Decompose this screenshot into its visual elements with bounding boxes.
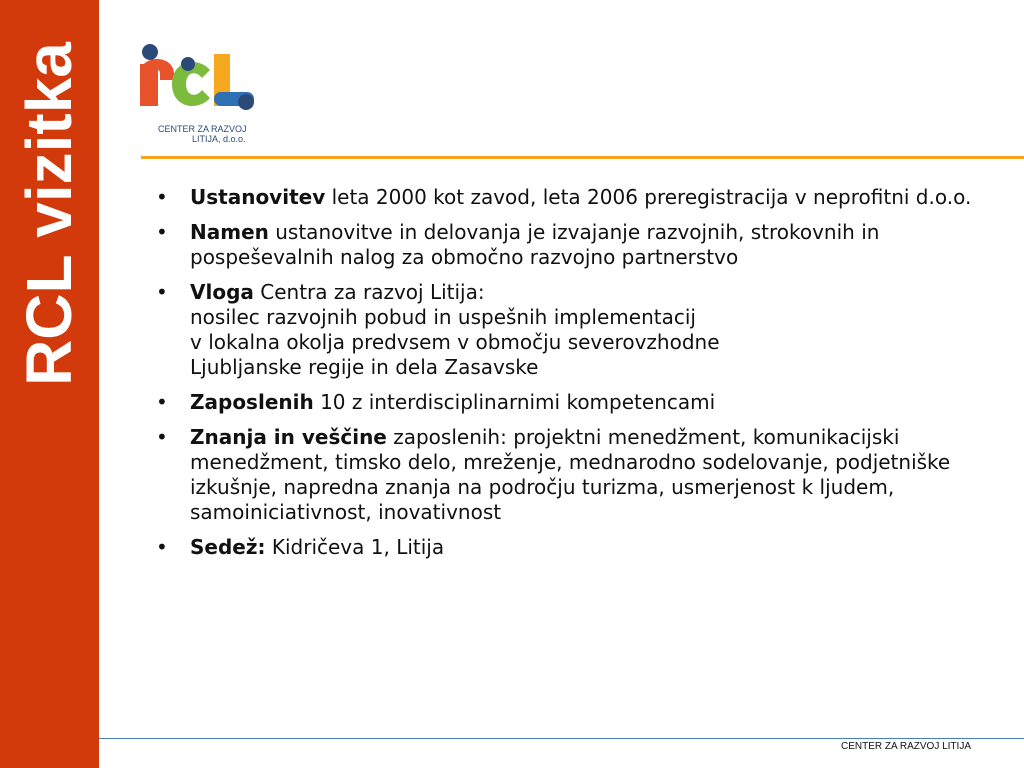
bullet-vloga <box>150 280 980 380</box>
bullet-extra-line: v lokalna okolja predvsem v območju severovzhodne Ljubljanske regije in dela Zasavske <box>190 330 720 379</box>
bullet-text: 10 z interdisciplinarnimi kompetencami <box>313 390 716 414</box>
bullet-text: zaposlenih: projektni menedžment, komunikacijski menedžment, timsko delo, mreženje, mednarodno sodelovanje, podjetniške izkušnje, napredna znanja na področju turizma, usmerjenost k ljudem, samoiniciativnost, inovativnost <box>190 425 951 524</box>
header-divider <box>141 156 1024 159</box>
bullet-text: Centra za razvoj Litija: <box>253 280 485 304</box>
bullet-dot: • <box>156 390 168 414</box>
bullet-dot: • <box>156 220 168 244</box>
bullet-text: ustanovitve in delovanja je izvajanje razvojnih, strokovnih in pospeševalnih nalog za območno razvojno partnerstvo <box>190 220 880 269</box>
logo-caption <box>158 124 247 144</box>
bullet-sedez <box>150 535 980 560</box>
bullet-zaposlenih <box>150 390 980 415</box>
bullet-dot: • <box>156 535 168 559</box>
bullet-list <box>150 185 980 570</box>
bullet-text: leta 2000 kot zavod, leta 2006 preregistracija v neprofitni d.o.o. <box>325 185 972 209</box>
bullet-text: Kidričeva 1, Litija <box>265 535 445 559</box>
bullet-extra-line: nosilec razvojnih pobud in uspešnih implementacij <box>190 305 696 329</box>
footer-divider <box>99 738 1024 739</box>
logo-caption-line2: LITIJA, d.o.o. <box>192 134 246 144</box>
bullet-ustanovitev <box>150 185 980 210</box>
bullet-dot: • <box>156 425 168 449</box>
bullet-znanja <box>150 425 980 525</box>
bullet-lead: Namen <box>190 220 269 244</box>
slide-title: RCL vizitka <box>13 42 85 386</box>
bullet-dot: • <box>156 280 168 304</box>
bullet-lead: Zaposlenih <box>190 390 314 414</box>
bullet-lead: Ustanovitev <box>190 185 326 209</box>
bullet-namen <box>150 220 980 270</box>
bullet-lead: Znanja in veščine <box>190 425 387 449</box>
footer-text: CENTER ZA RAZVOJ LITIJA <box>840 741 971 752</box>
logo-dot-3 <box>238 94 254 110</box>
bullet-lead: Sedež: <box>190 535 266 559</box>
logo-caption-line1: CENTER ZA RAZVOJ <box>158 124 247 134</box>
bullet-dot: • <box>156 185 168 209</box>
logo-dot-2 <box>181 57 195 71</box>
bullet-lead: Vloga <box>190 280 254 304</box>
logo-dot-1 <box>142 44 158 60</box>
